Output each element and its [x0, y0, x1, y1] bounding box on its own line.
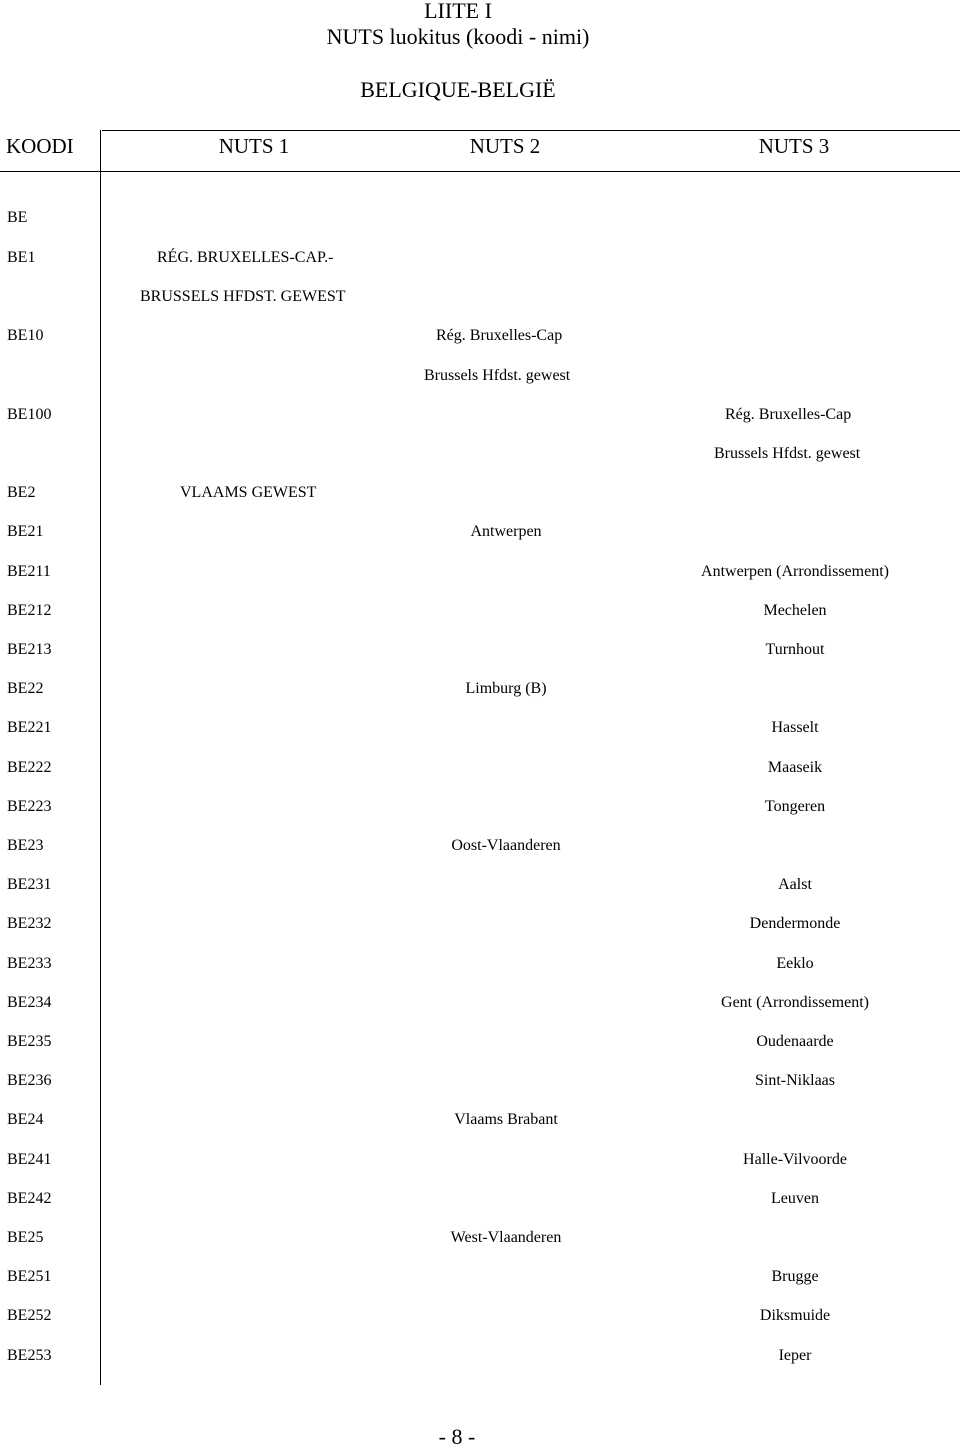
- code-cell: BE1: [7, 249, 36, 266]
- header-top-rule: [102, 130, 960, 131]
- column-header-nuts3: NUTS 3: [758, 134, 830, 158]
- code-cell: BE251: [7, 1268, 52, 1285]
- country-heading: BELGIQUE-BELGIË: [360, 77, 556, 102]
- code-cell: BE211: [7, 563, 51, 580]
- page-number: - 8 -: [438, 1424, 476, 1449]
- code-cell: BE231: [7, 876, 52, 893]
- code-cell: BE10: [7, 327, 44, 344]
- nuts3-cell: Sint-Niklaas: [755, 1072, 835, 1089]
- nuts3-cell: Turnhout: [765, 641, 825, 658]
- annex-subtitle: NUTS luokitus (koodi - nimi): [326, 24, 590, 49]
- code-cell: BE21: [7, 523, 44, 540]
- nuts3-cell: Brugge: [771, 1268, 819, 1285]
- code-cell: BE25: [7, 1229, 44, 1246]
- nuts3-cell: Eeklo: [776, 955, 814, 972]
- nuts3-cell: Halle-Vilvoorde: [743, 1151, 847, 1168]
- header-bottom-rule: [0, 171, 960, 172]
- code-cell: BE213: [7, 641, 52, 658]
- nuts2-cell: Vlaams Brabant: [454, 1111, 558, 1128]
- column-header-nuts1: NUTS 1: [218, 134, 290, 158]
- code-cell: BE232: [7, 915, 52, 932]
- code-cell: BE23: [7, 837, 44, 854]
- code-cell: BE221: [7, 719, 52, 736]
- nuts3-cell: Mechelen: [763, 602, 827, 619]
- nuts3-cell: Diksmuide: [759, 1307, 831, 1324]
- nuts3-cell: Tongeren: [764, 798, 826, 815]
- nuts3-cell: Hasselt: [771, 719, 819, 736]
- nuts3-cell: Leuven: [771, 1190, 819, 1207]
- nuts3-cell: Gent (Arrondissement): [721, 994, 869, 1011]
- code-cell: BE223: [7, 798, 52, 815]
- nuts2-cell: Limburg (B): [465, 680, 547, 697]
- nuts3-cell: Oudenaarde: [756, 1033, 834, 1050]
- nuts3-cell: Brussels Hfdst. gewest: [714, 445, 861, 462]
- code-cell: BE235: [7, 1033, 52, 1050]
- nuts2-cell: Antwerpen: [470, 523, 542, 540]
- code-cell: BE100: [7, 406, 52, 423]
- nuts3-cell: Dendermonde: [749, 915, 841, 932]
- nuts3-cell: Antwerpen (Arrondissement): [701, 563, 889, 580]
- nuts2-cell: Rég. Bruxelles-Cap: [436, 327, 563, 344]
- nuts1-cell: VLAAMS GEWEST: [180, 484, 317, 501]
- nuts3-cell: Aalst: [778, 876, 812, 893]
- code-cell: BE: [7, 209, 28, 226]
- code-cell: BE252: [7, 1307, 52, 1324]
- nuts1-cell: BRUSSELS HFDST. GEWEST: [140, 288, 346, 305]
- code-cell: BE212: [7, 602, 52, 619]
- nuts3-cell: Rég. Bruxelles-Cap: [725, 406, 852, 423]
- nuts2-cell: Brussels Hfdst. gewest: [424, 367, 571, 384]
- code-cell: BE234: [7, 994, 52, 1011]
- code-cell: BE24: [7, 1111, 44, 1128]
- nuts2-cell: West-Vlaanderen: [450, 1229, 562, 1246]
- code-cell: BE236: [7, 1072, 52, 1089]
- nuts3-cell: Maaseik: [767, 759, 823, 776]
- code-column-divider: [100, 130, 101, 1385]
- nuts1-cell: RÉG. BRUXELLES-CAP.-: [157, 249, 334, 266]
- code-cell: BE241: [7, 1151, 52, 1168]
- code-cell: BE22: [7, 680, 44, 697]
- nuts3-cell: Ieper: [778, 1347, 812, 1364]
- code-cell: BE233: [7, 955, 52, 972]
- code-cell: BE242: [7, 1190, 52, 1207]
- nuts2-cell: Oost-Vlaanderen: [451, 837, 561, 854]
- annex-title: LIITE I: [424, 0, 492, 23]
- code-cell: BE222: [7, 759, 52, 776]
- code-cell: BE253: [7, 1347, 52, 1364]
- column-header-nuts2: NUTS 2: [469, 134, 541, 158]
- code-cell: BE2: [7, 484, 36, 501]
- column-header-code: KOODI: [6, 134, 74, 158]
